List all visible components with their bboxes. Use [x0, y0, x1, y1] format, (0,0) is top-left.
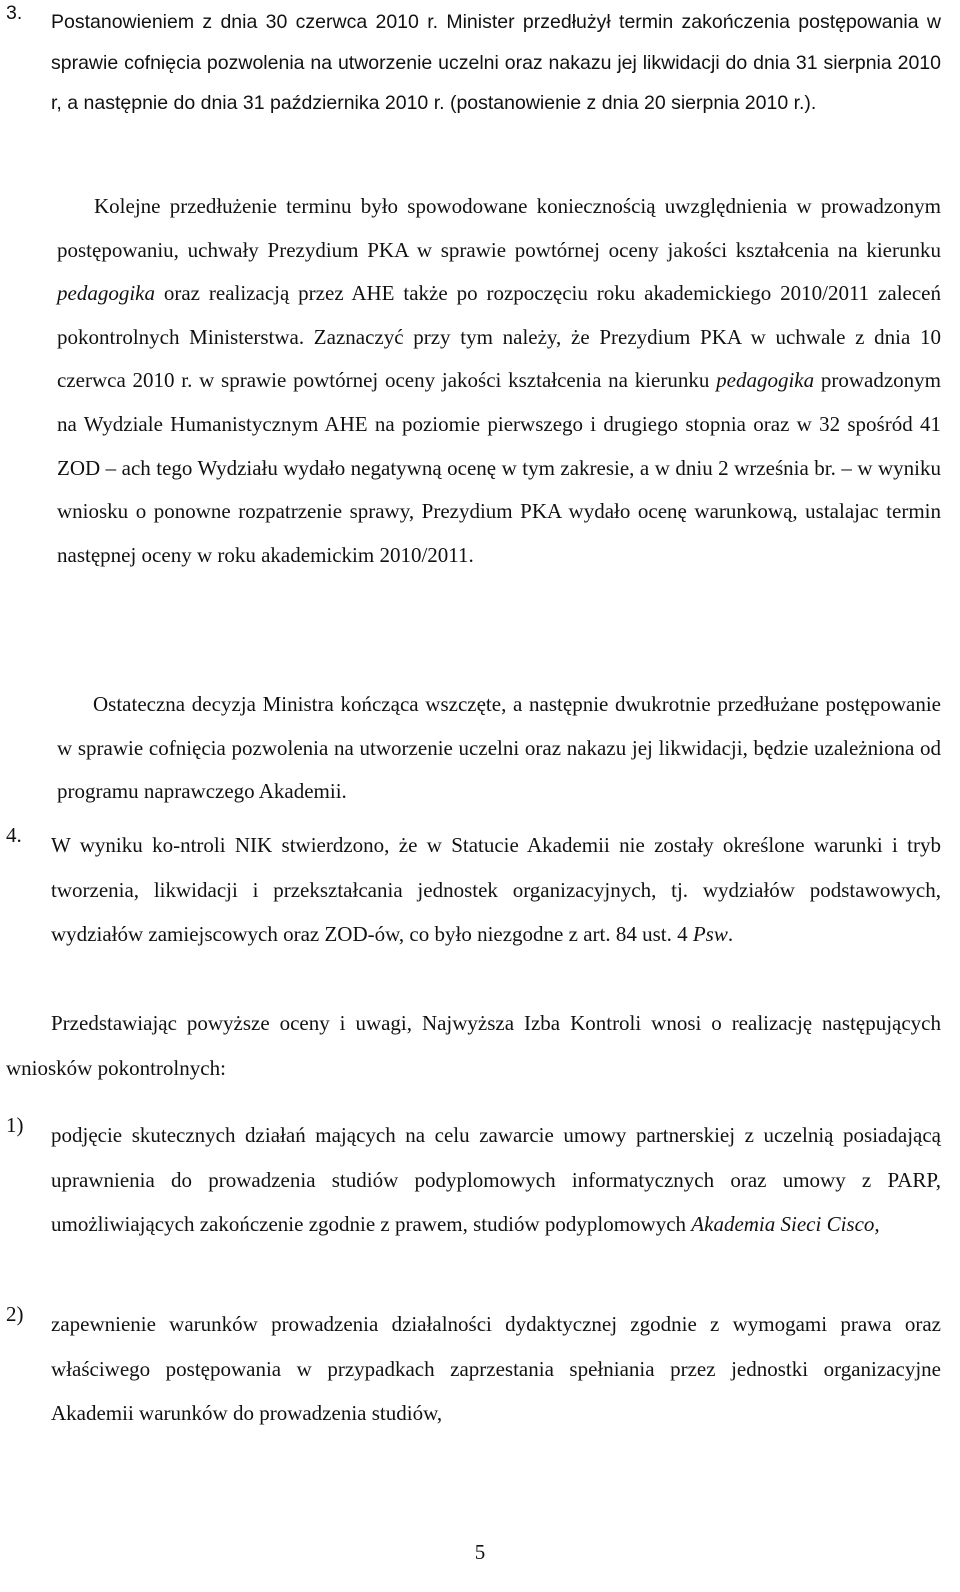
paragraph-ostateczna: Ostateczna decyzja Ministra kończąca wszczęte, a następnie dwukrotnie przedłużane postępowanie w sprawie cofnięcia pozwolenia na utworzenie uczelni oraz nakazu jej likwidacji, będzie uzależniona od programu naprawczego Akademii. — [57, 692, 941, 804]
paragraph-kolejne-italic2: pedagogika — [716, 368, 815, 393]
paragraph-kolejne-part2: oraz realizacją przez AHE także po rozpoczęciu roku akademickiego 2010/2011 zaleceń pokontrolnych Ministerstwa. Zaznaczyć przy tym należy, że Prezydium PKA w uchwale z dnia 10 czerwca 2010 r. w sprawie powtórnej oceny jakości kształcenia na kierunku — [57, 281, 941, 393]
recommendation-1-text — [51, 1113, 941, 1247]
recommendation-2-text: zapewnienie warunków prowadzenia działalności dydaktycznej zgodnie z wymogami prawa oraz właściwego postępowania w przypadkach zaprzestania spełniania przez jednostki organizacyjne Akademii warunków do prowadzenia studiów, — [51, 1312, 941, 1425]
item-4-end: . — [727, 922, 734, 946]
recommendation-1-number: 1) — [6, 1113, 24, 1137]
item-3-text: Postanowieniem z dnia 30 czerwca 2010 r. Minister przedłużył termin zakończenia postępowania w sprawie cofnięcia pozwolenia na utworzenie uczelni oraz nakazu jej likwidacji do dnia 31 sierpnia 2010 r, a następnie do dnia 31 października 2010 r. (postanowienie z dnia 20 sierpnia 2010 r.). — [51, 11, 941, 114]
item-4-body: W wyniku ko-ntroli NIK stwierdzono, że w Statucie Akademii nie zostały określone warunki i tryb tworzenia, likwidacji i przekształcania jednostek organizacyjnych, tj. wydziałów podstawowych, wydziałów zamiejscowych oraz ZOD-ów, co było niezgodne z art. 84 ust. 4 — [51, 833, 941, 946]
recommendation-1-italic: Akademia Sieci Cisco, — [691, 1212, 880, 1236]
item-4-number: 4. — [6, 823, 22, 847]
recommendation-2-number: 2) — [6, 1302, 24, 1326]
paragraph-kolejne-part1: Kolejne przedłużenie terminu było spowodowane koniecznością uwzględnienia w prowadzonym postępowaniu, uchwały Prezydium PKA w sprawie powtórnej oceny jakości kształcenia na kierunku — [57, 194, 941, 262]
item-4-text — [51, 823, 941, 957]
paragraph-kolejne-italic1: pedagogika — [57, 281, 155, 306]
recommendation-1-body: podjęcie skutecznych działań mających na celu zawarcie umowy partnerskiej z uczelnią posiadającą uprawnienia do prowadzenia studiów podyplomowych informatycznych oraz umowy z PARP, umożliwiających zakończenie zgodnie z prawem, studiów podyplomowych — [51, 1123, 941, 1236]
page-number: 5 — [474, 1540, 486, 1564]
paragraph-przedstawiajac: Przedstawiając powyższe oceny i uwagi, Najwyższa Izba Kontroli wnosi o realizację następujących wniosków pokontrolnych: — [6, 1011, 941, 1080]
paragraph-kolejne — [57, 185, 941, 577]
paragraph-kolejne-part3: prowadzonym na Wydziale Humanistycznym AHE na poziomie pierwszego i drugiego stopnia oraz w 32 spośród 41 ZOD – ach tego Wydziału wydało negatywną ocenę w tym zakresie, a w dniu 2 września br. – w wyniku wniosku o ponowne rozpatrzenie sprawy, Prezydium PKA wydało ocenę warunkową, ustalajac termin następnej oceny w roku akademickim 2010/2011. — [57, 368, 941, 567]
item-3-number: 3. — [6, 2, 23, 24]
item-4-italic: Psw — [692, 922, 728, 946]
